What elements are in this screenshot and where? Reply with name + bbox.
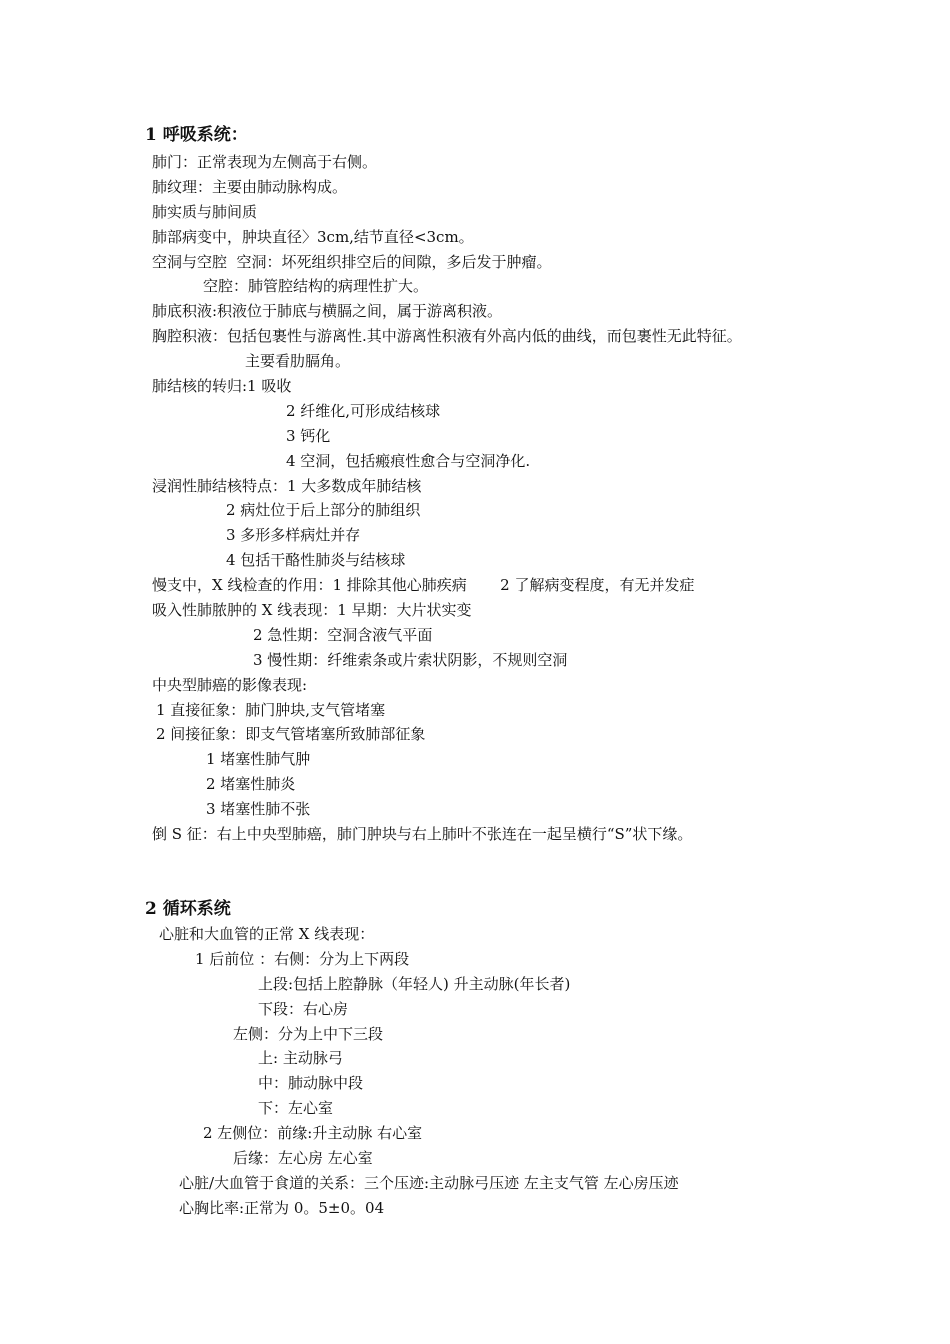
text-line: 肺门：正常表现为左侧高于右侧。: [152, 153, 378, 171]
text-line: 主要看肋膈角。: [245, 352, 351, 370]
text-line: 下段：右心房: [258, 1000, 349, 1018]
text-line: 3 慢性期：纤维索条或片索状阴影，不规则空洞: [253, 651, 568, 669]
text-line: 中：肺动脉中段: [258, 1074, 364, 1092]
text-line: 空洞与空腔 空洞：坏死组织排空后的间隙，多后发于肿瘤。: [152, 253, 552, 271]
text-line: 空腔：肺管腔结构的病理性扩大。: [203, 277, 429, 295]
text-line: 肺纹理：主要由肺动脉构成。: [152, 178, 348, 196]
text-line: 中央型肺癌的影像表现:: [152, 676, 308, 694]
text-line: 上段:包括上腔静脉（年轻人) 升主动脉(年长者): [258, 975, 571, 993]
text-line: 2 堵塞性肺炎: [206, 775, 296, 793]
text-line: 1 直接征象：肺门肿块,支气管堵塞: [156, 701, 386, 719]
text-line: 肺底积液:积液位于肺底与横膈之间，属于游离积液。: [152, 302, 503, 320]
text-line: 肺结核的转归:1 吸收: [152, 377, 292, 395]
text-line: 1 堵塞性肺气肿: [206, 750, 311, 768]
text-line: 2 急性期：空洞含液气平面: [253, 626, 433, 644]
text-line: 心胸比率:正常为 0。5±0。04: [179, 1199, 385, 1217]
text-line: 上: 主动脉弓: [258, 1049, 343, 1067]
text-line: 3 堵塞性肺不张: [206, 800, 311, 818]
text-line: 后缘：左心房 左心室: [233, 1149, 373, 1167]
text-line: 2 间接征象：即支气管堵塞所致肺部征象: [156, 725, 426, 743]
text-line: 慢支中，X 线检查的作用：1 排除其他心肺疾病 2 了解病变程度，有无并发症: [152, 576, 695, 594]
section-heading-respiratory: 1 呼吸系统：: [145, 125, 248, 145]
text-line: 2 病灶位于后上部分的肺组织: [226, 501, 421, 519]
text-line: 吸入性肺脓肿的 X 线表现：1 早期：大片状实变: [152, 601, 472, 619]
text-line: 肺部病变中，肿块直径〉3cm,结节直径<3cm。: [152, 228, 474, 246]
text-line: 肺实质与肺间质: [152, 203, 258, 221]
text-line: 左侧：分为上中下三段: [233, 1025, 384, 1043]
text-line: 胸腔积液：包括包裹性与游离性.其中游离性积液有外高内低的曲线，而包裹性无此特征。: [152, 327, 742, 345]
text-line: 心脏/大血管于食道的关系：三个压迹:主动脉弓压迹 左主支气管 左心房压迹: [179, 1174, 679, 1192]
text-line: 2 左侧位：前缘:升主动脉 右心室: [203, 1124, 423, 1142]
text-line: 心脏和大血管的正常 X 线表现：: [159, 925, 375, 943]
text-line: 下：左心室: [258, 1099, 334, 1117]
text-line: 4 包括干酪性肺炎与结核球: [226, 551, 406, 569]
text-line: 4 空洞，包括瘢痕性愈合与空洞净化.: [286, 452, 531, 470]
text-line: 倒 S 征：右上中央型肺癌，肺门肿块与右上肺叶不张连在一起呈横行“S”状下缘。: [152, 825, 693, 843]
section-heading-circulatory: 2 循环系统: [145, 899, 231, 919]
text-line: 2 纤维化,可形成结核球: [286, 402, 441, 420]
text-line: 3 钙化: [286, 427, 331, 445]
text-line: 1 后前位 ：右侧：分为上下两段: [195, 950, 410, 968]
text-line: 浸润性肺结核特点：1 大多数成年肺结核: [152, 477, 422, 495]
text-line: 3 多形多样病灶并存: [226, 526, 361, 544]
